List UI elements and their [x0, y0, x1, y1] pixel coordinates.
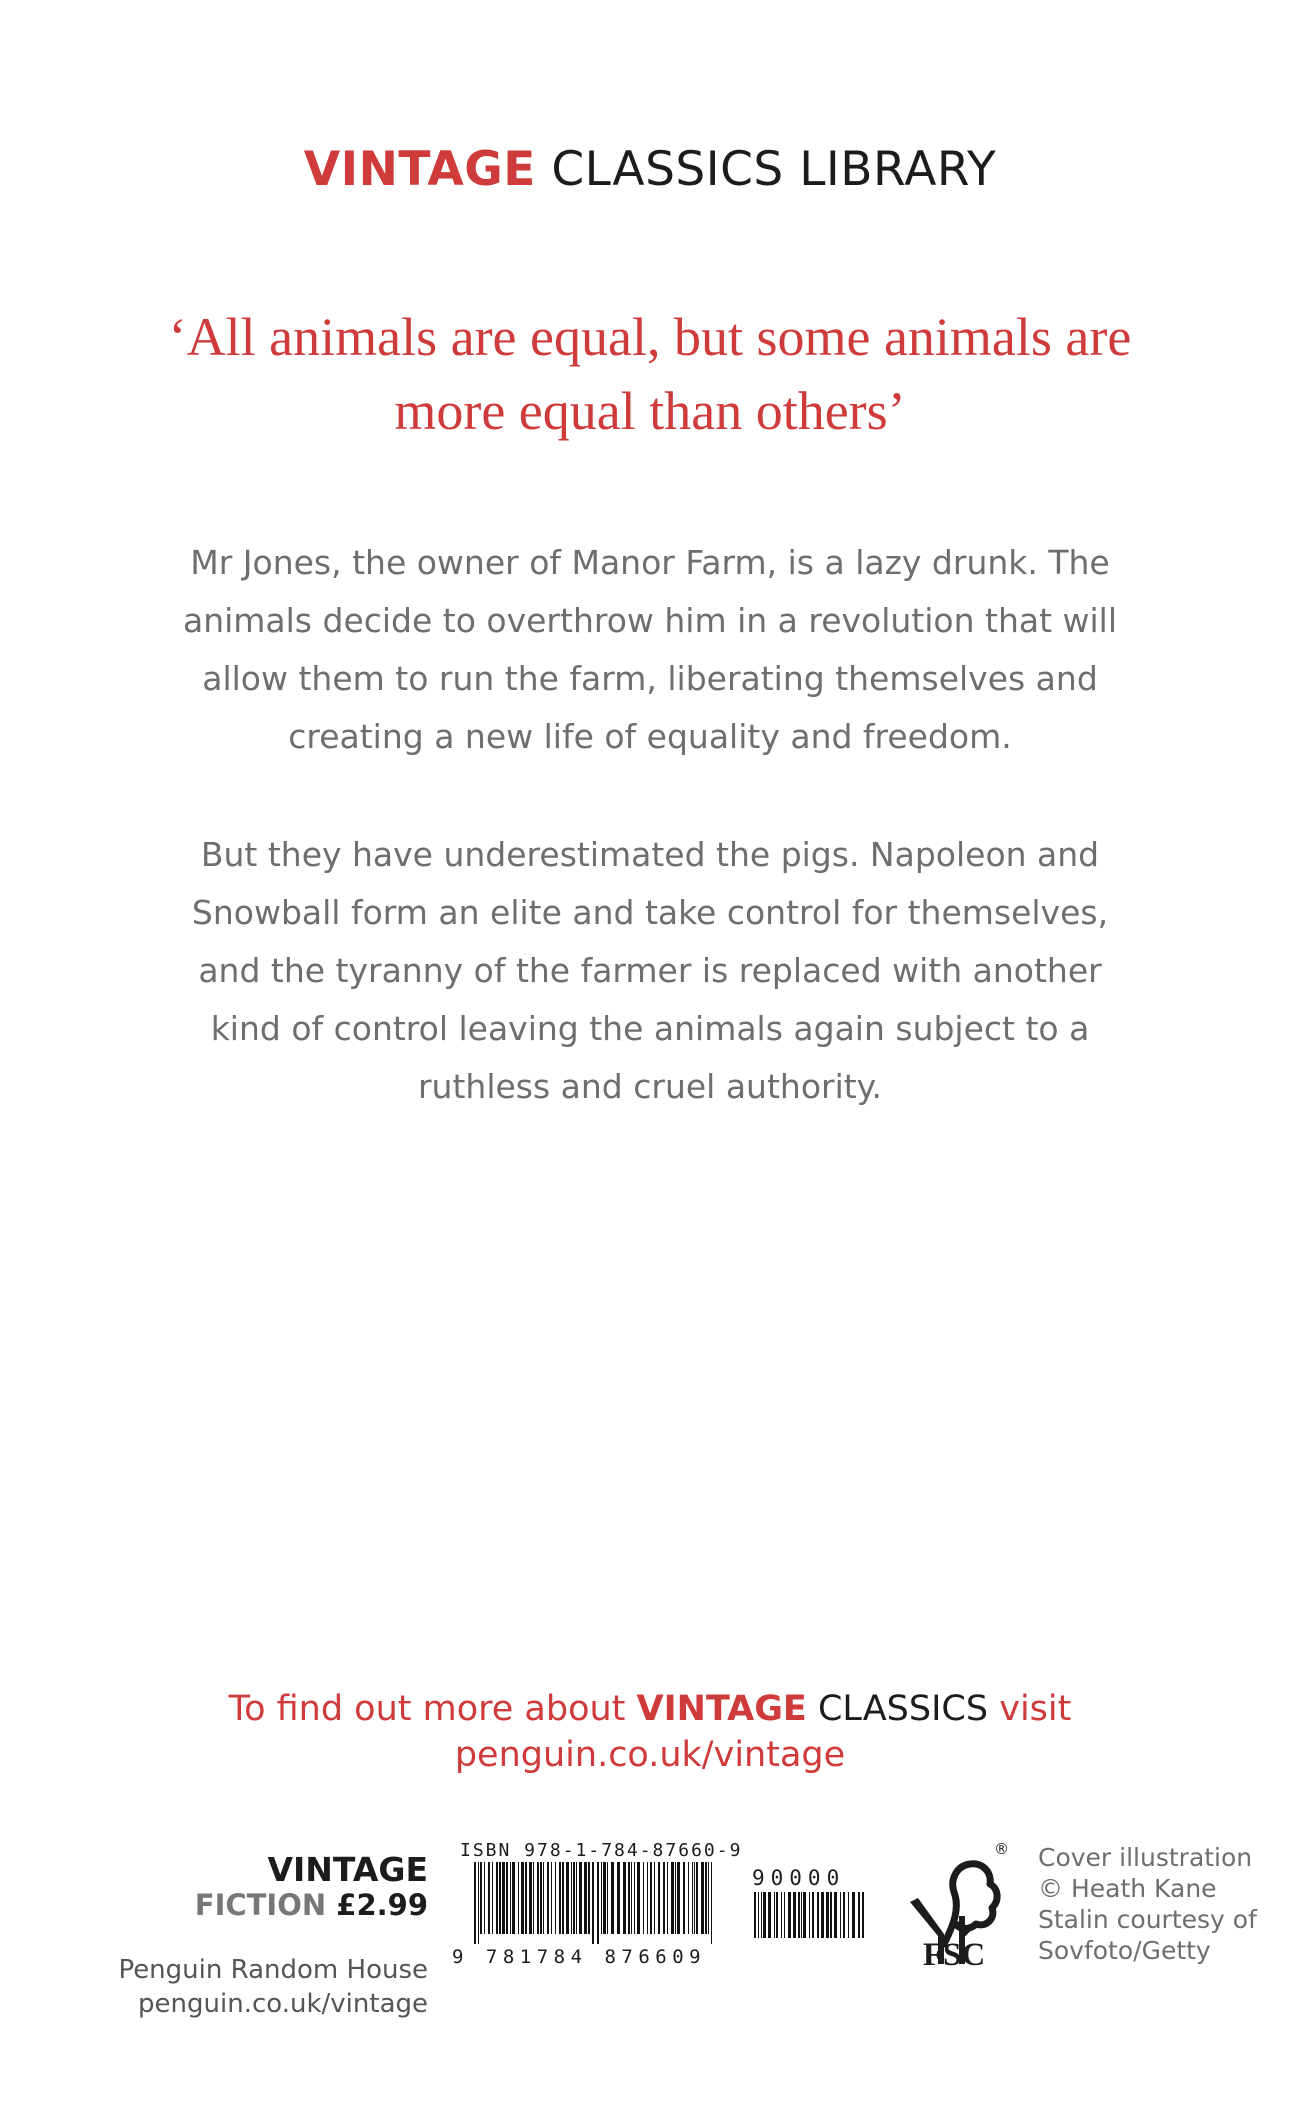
- header-series: CLASSICS LIBRARY: [551, 142, 997, 197]
- barcode-bar: [551, 1862, 552, 1934]
- pull-quote: [120, 300, 1180, 448]
- barcode-bar: [688, 1862, 689, 1934]
- barcode-bar: [478, 1862, 479, 1944]
- header-brand: VINTAGE: [303, 142, 536, 197]
- barcode-bar: [588, 1862, 590, 1934]
- barcode-bar: [776, 1892, 778, 1938]
- blurb-paragraph-1: [150, 534, 1150, 766]
- barcode-bar: [671, 1862, 674, 1934]
- barcode-digits: 9 781784 876609: [452, 1946, 707, 1968]
- barcode-bar: [579, 1862, 582, 1934]
- promo-classics: CLASSICS: [817, 1689, 989, 1729]
- barcode-bar: [529, 1862, 532, 1934]
- barcode-bar: [617, 1862, 620, 1934]
- barcode-bar: [754, 1892, 756, 1938]
- barcode-bar: [694, 1862, 695, 1934]
- promo-text: [0, 1686, 1300, 1778]
- barcode-bar: [623, 1862, 626, 1934]
- blurb-line: Snowball form an elite and take control for themselves,: [191, 893, 1109, 932]
- blurb-line: Mr Jones, the owner of Manor Farm, is a lazy drunk. The: [190, 543, 1110, 582]
- isbn-label: ISBN 978-1-784-87660-9: [460, 1840, 743, 1861]
- blurb-line: and the tyranny of the farmer is replaced with another: [198, 951, 1102, 990]
- barcode-bar: [543, 1862, 544, 1934]
- barcode-bar: [774, 1892, 775, 1938]
- blurb-paragraph-2: [150, 826, 1150, 1116]
- barcode-bar: [601, 1862, 602, 1934]
- barcode-bar: [480, 1862, 482, 1934]
- barcode-bar: [677, 1862, 680, 1934]
- barcode-bar: [631, 1862, 632, 1934]
- barcode-bar: [566, 1862, 569, 1934]
- barcode-bar: [758, 1892, 759, 1938]
- barcode-bar: [506, 1862, 508, 1934]
- barcode-bar: [484, 1862, 485, 1934]
- barcode-bar: [843, 1892, 845, 1938]
- barcode-bar: [571, 1862, 572, 1934]
- credit-line: © Heath Kane: [1038, 1874, 1217, 1903]
- barcode-bar: [573, 1862, 575, 1934]
- barcode-bar: [488, 1862, 490, 1934]
- blurb-line: creating a new life of equality and freedom.: [288, 717, 1012, 756]
- promo-url[interactable]: penguin.co.uk/vintage: [454, 1735, 846, 1775]
- barcode-bar: [576, 1862, 577, 1934]
- barcode-bar: [658, 1862, 660, 1934]
- imprint-title: VINTAGE: [267, 1850, 428, 1889]
- publisher-url[interactable]: penguin.co.uk/vintage: [138, 1989, 428, 2019]
- barcode-bar: [708, 1862, 709, 1934]
- barcode-bar: [525, 1862, 527, 1934]
- blurb-line: animals decide to overthrow him in a revolution that will: [182, 601, 1118, 640]
- barcode-bar: [809, 1892, 810, 1938]
- quote-line-2: more equal than others’: [394, 381, 906, 441]
- barcode-bar: [521, 1862, 524, 1934]
- barcode-bar: [562, 1862, 564, 1934]
- barcode-bar: [834, 1892, 837, 1938]
- barcode-bar: [540, 1862, 542, 1934]
- barcode-bar: [793, 1892, 796, 1938]
- barcode-bar: [784, 1892, 785, 1938]
- cover-credit: [1038, 1842, 1257, 1966]
- ean-barcode: [472, 1862, 718, 1944]
- series-header: [0, 142, 1300, 197]
- barcode-bar: [830, 1892, 832, 1938]
- barcode-bar: [634, 1862, 635, 1934]
- barcode-bar: [862, 1892, 864, 1938]
- imprint-price: £2.99: [336, 1888, 428, 1922]
- barcode-bar: [781, 1892, 782, 1938]
- barcode-bar: [821, 1892, 824, 1938]
- barcode-bar: [701, 1862, 704, 1934]
- barcode-bar: [597, 1862, 599, 1944]
- barcode-bar: [492, 1862, 493, 1934]
- barcode-bar: [788, 1892, 791, 1938]
- barcode-bar: [848, 1892, 849, 1938]
- barcode-bar: [643, 1862, 644, 1934]
- promo-line-1: [0, 1686, 1300, 1732]
- quote-line-1: ‘All animals are equal, but some animals are: [168, 307, 1132, 367]
- addon-barcode: [752, 1892, 870, 1948]
- blurb-line: allow them to run the farm, liberating themselves and: [202, 659, 1098, 698]
- barcode-bar: [683, 1862, 685, 1934]
- barcode-bar: [812, 1892, 814, 1938]
- blurb-line: But they have underestimated the pigs. Napoleon and: [200, 835, 1100, 874]
- publisher-name: Penguin Random House: [118, 1955, 428, 1985]
- barcode-bar: [510, 1862, 511, 1934]
- addon-digits: 90000: [752, 1866, 846, 1890]
- barcode-bar: [763, 1892, 766, 1938]
- barcode-bar: [840, 1892, 841, 1938]
- barcode-bar: [502, 1862, 505, 1934]
- barcode-bar: [696, 1862, 698, 1934]
- promo-suffix: visit: [999, 1689, 1072, 1729]
- imprint-category: FICTION: [194, 1888, 327, 1922]
- barcode-bar: [592, 1862, 594, 1944]
- barcode-bar: [547, 1862, 549, 1934]
- barcode-bar: [817, 1892, 819, 1938]
- barcode-bar: [607, 1862, 608, 1934]
- barcode-bar: [603, 1862, 606, 1934]
- barcode-bar: [675, 1862, 676, 1934]
- promo-brand: VINTAGE: [636, 1689, 807, 1729]
- barcode-bar: [611, 1862, 614, 1934]
- barcode-bar: [499, 1862, 501, 1934]
- barcode-bar: [768, 1892, 771, 1938]
- barcode-bar: [512, 1862, 515, 1934]
- barcode-bar: [654, 1862, 655, 1934]
- credit-line: Sovfoto/Getty: [1038, 1936, 1211, 1965]
- barcode-bar: [559, 1862, 561, 1934]
- barcode-bar: [584, 1862, 587, 1934]
- fsc-label: FSC: [922, 1937, 986, 1973]
- barcode-bar: [667, 1862, 668, 1934]
- fsc-registered-mark: ®: [994, 1840, 1009, 1858]
- barcode-bar: [803, 1892, 806, 1938]
- barcode-bar: [474, 1862, 476, 1944]
- barcode-bar: [663, 1862, 665, 1934]
- credit-line: Stalin courtesy of: [1038, 1905, 1257, 1934]
- barcode-bar: [826, 1892, 829, 1938]
- barcode-bar: [518, 1862, 519, 1934]
- blurb-line: kind of control leaving the animals again subject to a: [210, 1009, 1090, 1048]
- blurb-line: ruthless and cruel authority.: [417, 1067, 882, 1106]
- publisher-block: [118, 1953, 428, 2021]
- barcode-bar: [496, 1862, 498, 1934]
- barcode-bar: [533, 1862, 534, 1934]
- barcode-bar: [650, 1862, 652, 1934]
- barcode-bar: [761, 1892, 762, 1938]
- barcode-bar: [555, 1862, 556, 1934]
- barcode-bar: [647, 1862, 648, 1934]
- barcode-bar: [705, 1862, 707, 1934]
- barcode-bar: [537, 1862, 539, 1934]
- barcode-bar: [852, 1892, 855, 1938]
- barcode-bar: [637, 1862, 640, 1934]
- barcode-bar: [798, 1892, 800, 1938]
- barcode-bar: [628, 1862, 630, 1934]
- barcode-bar: [692, 1862, 693, 1934]
- barcode-bar: [801, 1892, 802, 1938]
- barcode-bar: [858, 1892, 860, 1938]
- promo-prefix: To find out more about: [228, 1689, 626, 1729]
- barcode-bar: [711, 1862, 712, 1944]
- imprint-category-price: [195, 1888, 428, 1922]
- credit-line: Cover illustration: [1038, 1843, 1253, 1872]
